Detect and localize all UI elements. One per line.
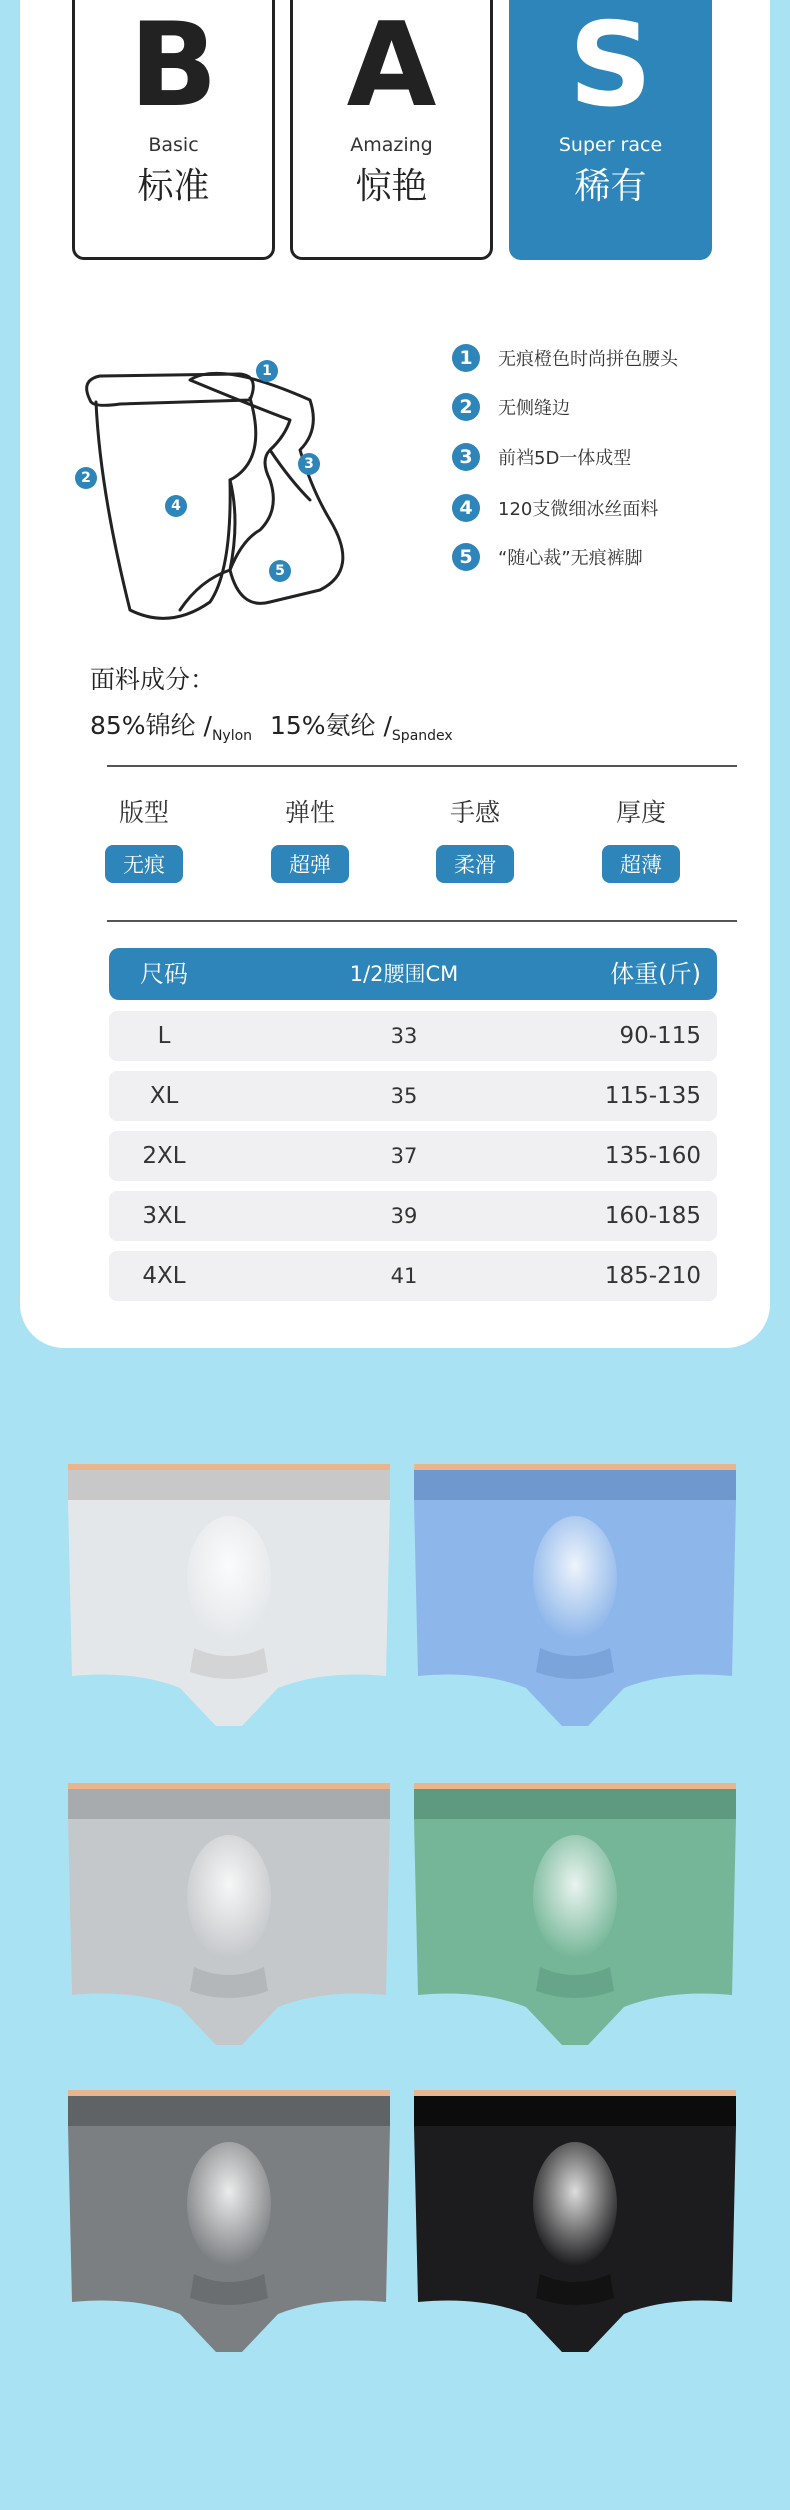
property-label: 版型 [118, 798, 169, 827]
table-row [109, 1251, 717, 1301]
feature-item [452, 494, 658, 522]
property-badge: 超薄 [602, 845, 680, 883]
cell-weight: 90-115 [619, 1023, 701, 1049]
cell-size: 4XL [142, 1263, 186, 1289]
underwear-line-diagram [60, 340, 440, 640]
feature-text: 120支微细冰丝面料 [498, 499, 659, 520]
cell-weight: 135-160 [604, 1143, 701, 1169]
feature-number: 1 [452, 344, 480, 372]
fabric-part-1: 85%锦纶 / [90, 711, 212, 740]
grade-cn: 稀有 [574, 166, 647, 207]
diagram-marker-5: 5 [269, 560, 291, 582]
grade-letter: B [129, 0, 218, 133]
header-waist: 1/2腰围CM [349, 962, 459, 986]
feature-item [452, 443, 631, 471]
feature-number: 4 [452, 494, 480, 522]
grade-cn: 标准 [137, 166, 210, 207]
divider [107, 920, 737, 922]
property-label: 厚度 [615, 798, 666, 827]
feature-number: 2 [452, 393, 480, 421]
feature-item [452, 344, 678, 372]
grade-amazing [290, 0, 493, 260]
fabric-part-2: 15%氨纶 / [269, 711, 392, 740]
header-size: 尺码 [140, 960, 188, 988]
grade-basic [72, 0, 275, 260]
property-label: 手感 [449, 798, 500, 827]
property-badge: 无痕 [105, 845, 183, 883]
cell-size: 3XL [142, 1203, 186, 1229]
cell-weight: 185-210 [604, 1263, 701, 1289]
divider [107, 765, 737, 767]
property-feel [410, 793, 540, 883]
product-image-light-gray[interactable] [64, 1783, 394, 2045]
grade-letter: A [346, 0, 437, 133]
feature-text: 无痕橙色时尚拼色腰头 [498, 349, 678, 370]
cell-weight: 115-135 [604, 1083, 701, 1109]
size-table-header [109, 948, 717, 1000]
grade-super-race [509, 0, 712, 260]
grade-letter: S [568, 0, 653, 133]
product-image-dark-gray[interactable] [64, 2090, 394, 2352]
table-row [109, 1191, 717, 1241]
feature-number: 3 [452, 443, 480, 471]
property-elasticity [245, 793, 375, 883]
property-thickness [576, 793, 706, 883]
cell-waist: 37 [390, 1144, 418, 1168]
feature-text: “随心裁”无痕裤脚 [498, 548, 643, 569]
fabric-sub-1: Nylon [211, 728, 253, 744]
header-weight: 体重(斤) [610, 960, 701, 988]
grade-cn: 惊艳 [355, 166, 428, 207]
grade-en: Amazing [350, 134, 433, 156]
diagram-marker-3: 3 [298, 453, 320, 475]
product-image-white[interactable] [64, 1464, 394, 1726]
table-row [109, 1011, 717, 1061]
diagram-marker-4: 4 [165, 495, 187, 517]
cell-waist: 39 [390, 1204, 418, 1228]
feature-text: 前裆5D一体成型 [498, 448, 632, 469]
product-image-black[interactable] [410, 2090, 740, 2352]
product-image-green[interactable] [410, 1783, 740, 2045]
cell-weight: 160-185 [604, 1203, 701, 1229]
feature-item [452, 393, 570, 421]
info-card [20, 0, 770, 1348]
property-label: 弹性 [284, 798, 335, 827]
cell-size: XL [149, 1083, 179, 1109]
fabric-title: 面料成分： [90, 665, 216, 694]
cell-size: 2XL [142, 1143, 186, 1169]
fabric-composition [90, 706, 453, 744]
cell-waist: 33 [390, 1024, 418, 1048]
fabric-sub-2: Spandex [391, 728, 453, 744]
diagram-marker-2: 2 [75, 467, 97, 489]
cell-waist: 41 [390, 1264, 418, 1288]
feature-item [452, 543, 643, 571]
product-image-blue[interactable] [410, 1464, 740, 1726]
cell-waist: 35 [390, 1084, 418, 1108]
table-row [109, 1071, 717, 1121]
diagram-marker-1: 1 [256, 360, 278, 382]
cell-size: L [157, 1023, 171, 1049]
property-badge: 柔滑 [436, 845, 514, 883]
grade-en: Basic [148, 134, 199, 156]
feature-number: 5 [452, 543, 480, 571]
feature-text: 无侧缝边 [498, 398, 570, 419]
property-badge: 超弹 [271, 845, 349, 883]
table-row [109, 1131, 717, 1181]
grade-en: Super race [558, 134, 663, 156]
property-fit [79, 793, 209, 883]
